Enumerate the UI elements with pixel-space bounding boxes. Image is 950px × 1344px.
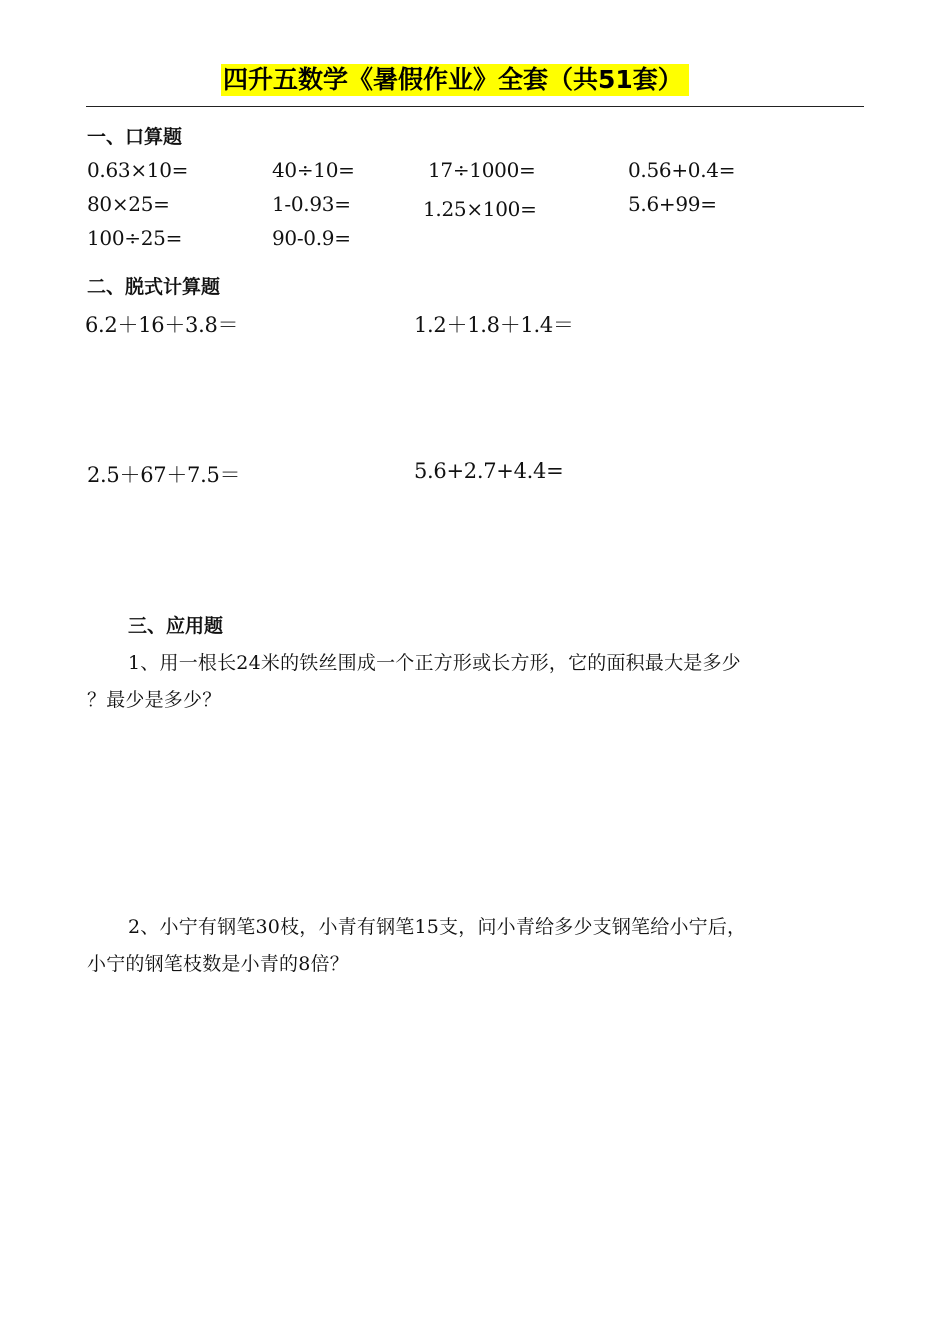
stepwise-item: 5.6+2.7+4.4= [414,459,564,483]
section-heading-oral: 一、口算题 [87,126,183,148]
oral-item: 40÷10= [272,158,355,182]
stepwise-item: 6.2＋16＋3.8＝ [85,313,239,337]
word-problem-1-line-1: 1、用一根长24米的铁丝围成一个正方形或长方形，它的面积最大是多少 [128,652,741,674]
stepwise-item: 1.2＋1.8＋1.4＝ [414,313,574,337]
stepwise-item: 2.5＋67＋7.5＝ [87,463,241,487]
word-problem-2-line-2: 小宁的钢笔枝数是小青的8倍？ [87,953,349,975]
oral-item: 5.6+99= [628,192,717,216]
oral-item: 100÷25= [87,226,183,250]
oral-item: 90-0.9= [272,226,351,250]
title-divider [86,106,864,107]
oral-item: 1.25×100= [423,197,537,221]
oral-item: 17÷1000= [428,158,536,182]
section-heading-word-problems: 三、应用题 [128,615,224,637]
word-problem-2-line-1: 2、小宁有钢笔30枝，小青有钢笔15支，问小青给多少支钢笔给小宁后， [128,916,747,938]
section-heading-stepwise: 二、脱式计算题 [87,276,221,298]
oral-item: 80×25= [87,192,170,216]
oral-item: 1-0.93= [272,192,351,216]
oral-item: 0.63×10= [87,158,189,182]
page-title: 四升五数学《暑假作业》全套（共51套） [221,64,689,96]
word-problem-1-line-2: ？最少是多少？ [87,689,222,711]
oral-item: 0.56+0.4= [628,158,736,182]
